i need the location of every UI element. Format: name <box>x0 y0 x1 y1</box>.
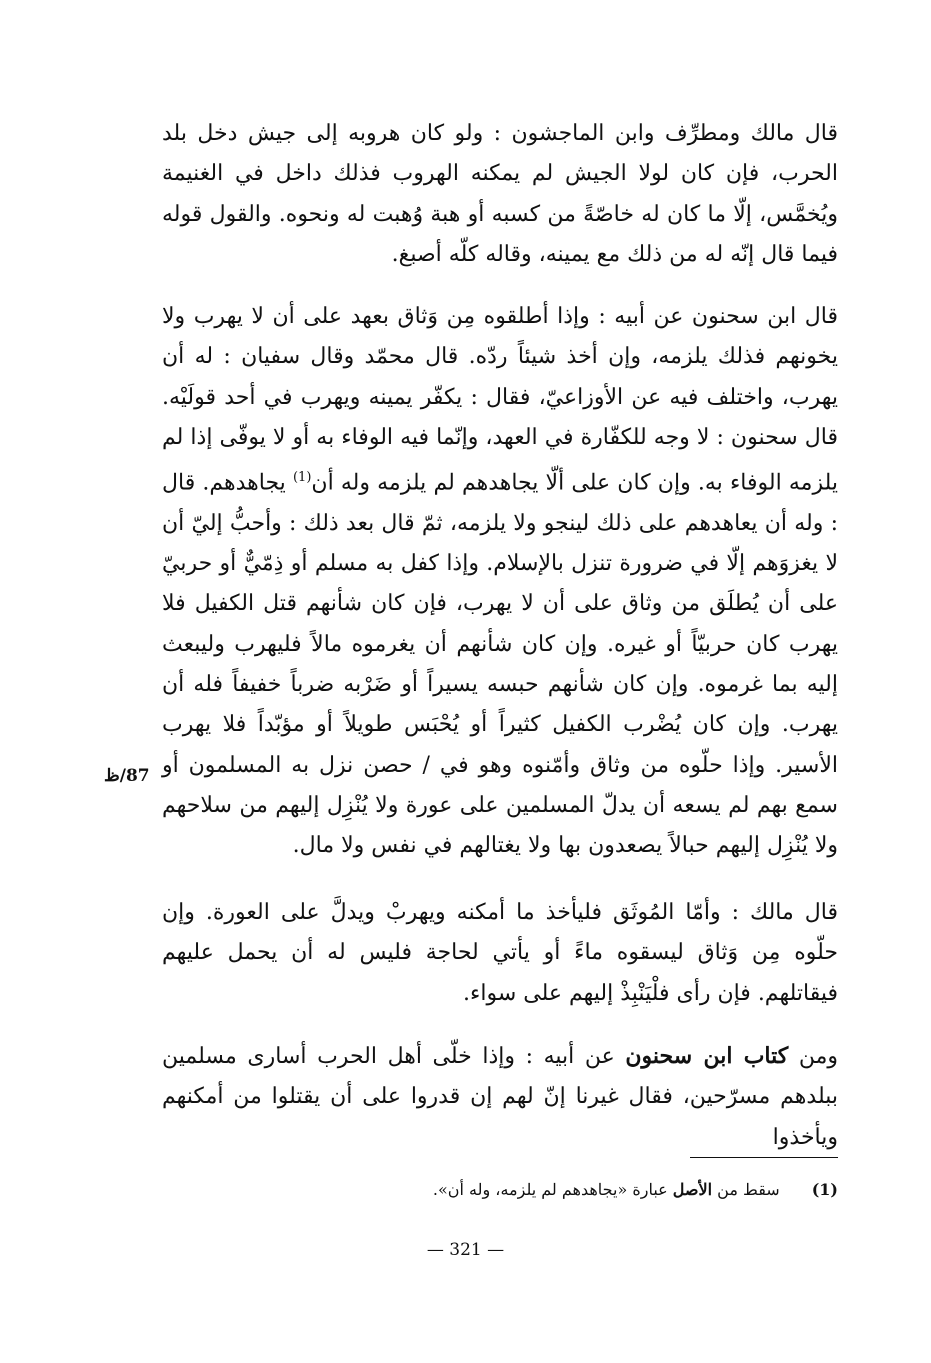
page-number: — 321 — <box>426 1240 505 1260</box>
paragraph-3-text: قال مالك : وأمّا المُوثَق فليأخذ ما أمكنه ويهربْ ويدلَّ على العورة. وإن حلّوه مِن وَثاق ليسقوه ماءً أو يأتي لحاجة فليس له أن يحمل عليهم فيقاتلهم. فإن رأى فلْيَنْبِذْ إليهم على سواء. <box>162 900 838 1006</box>
paragraph-2-text-continued: يجاهدهم. قال : وله أن يعاهدهم على ذلك لينجو ولا يلزمه، ثمّ قال بعد ذلك : وأحبُّ إليّ أن لا يغزوَهم إلّا في ضرورة تنزل بالإسلام. وإذا كفل به مسلم أو ذِمّيٌّ أو حربيّ على أن يُطلَق من وثاق على أن لا يهرب، فإن كان شأنهم قتل الكفيل فلا يهرب كان حربيّاً أو غيره. وإن كان شأنهم أن يغرموه مالاً فليهرب وليبعث إليه بما غرموه. وإن كان شأنهم حبسه يسيراً أو ضَرْبه ضرباً خفيفاً فله أن يهرب. وإن كان يُضْرب الكفيل كثيراً أو يُحْبَس طويلاً أو مؤبّداً فلا يهرب الأسير. وإذا حلّوه من وثاق وأمّنوه وهو في / حصن نزل به المسلمون أو سمع بهم لم يسعه أن يدلّ المسلمين على عورة ولا يُنْزِل إليهم من سلاحهم ولا يُنْزِل إليهم حبالاً يصعدون بها ولا يغتالهم في نفس ولا مال. <box>162 470 838 859</box>
footnote-source-label: الأصل <box>672 1180 713 1199</box>
manuscript-folio-marker: 87/ظ <box>104 766 150 786</box>
paragraph-4-text: عن أبيه : وإذا خلّى أهل الحرب أسارى مسلمين ببلدهم مسرّحين، فقال غيرنا إنّ لهم إن قدروا على أن يقتلوا من أمكنهم ويأخذوا <box>162 1044 838 1150</box>
paragraph-4-prefix: ومن <box>798 1044 838 1069</box>
paragraph-3 <box>162 893 838 1014</box>
footnote-divider <box>690 1157 838 1158</box>
paragraph-2-body <box>162 297 838 866</box>
footnote <box>360 1178 838 1202</box>
paragraph-4-body <box>162 1036 838 1158</box>
footnote-number: (1) <box>811 1180 838 1199</box>
paragraph-4 <box>162 1036 838 1158</box>
paragraph-1-text: قال مالك ومطرِّف وابن الماجشون : ولو كان هروبه إلى جيش دخل بلد الحرب، فإن كان لولا الجيش لم يمكنه الهروب فذلك داخل في الغنيمة ويُخمَّس، إلّا ما كان له خاصّةً من كسبه أو هبة وُهبت له ونحوه. والقول قوله فيما قال إنّه له من ذلك مع يمينه، وقاله كلّه أصبغ. <box>162 121 838 267</box>
footnote-reference[interactable]: (1) <box>292 470 312 486</box>
paragraph-2 <box>162 297 838 866</box>
paragraph-1 <box>162 114 838 275</box>
footnote-text: عبارة «يجاهدهم لم يلزمه، وله أن». <box>432 1180 668 1199</box>
paragraph-4-book-title: كتاب ابن سحنون <box>625 1043 789 1069</box>
footnote-prefix: سقط من <box>717 1180 780 1199</box>
paragraph-2-text: قال ابن سحنون عن أبيه : وإذا أطلقوه مِن وَثاق بعهد على أن لا يهرب ولا يخونهم فذلك يلزمه، وإن أخذ شيئاً ردّه. قال محمّد وقال سفيان : له أن يهرب، واختلف فيه عن الأوزاعيّ، فقال : يكفّر يمينه ويهرب في أحد قولَيْه. قال سحنون : لا وجه للكفّارة في العهد، وإنّما فيه الوفاء به أو لا يوفّى إذا لم يلزمه الوفاء به. وإن كان على ألّا يجاهدهم لم يلزمه وله أن <box>162 304 838 496</box>
